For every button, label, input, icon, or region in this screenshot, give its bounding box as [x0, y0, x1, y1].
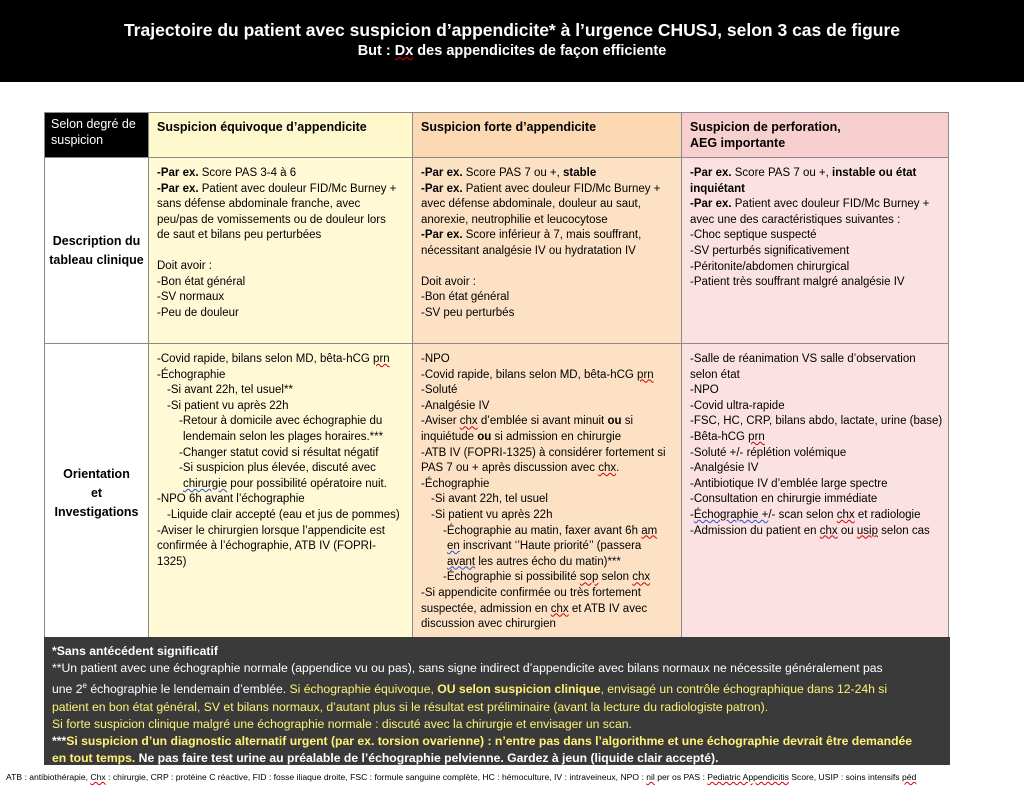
o3-l11c: /- scan selon	[768, 508, 837, 521]
o2-line8	[421, 461, 675, 477]
o1-line1	[157, 352, 406, 368]
abbreviations-footer	[6, 772, 916, 782]
o2-sop: sop	[579, 571, 599, 584]
par-ex-label: -Par ex.	[157, 182, 199, 195]
desc3-l5: -SV perturbés significativement	[690, 244, 850, 257]
o2-chx-2: chx	[598, 462, 617, 475]
desc2-line2	[421, 182, 675, 198]
o3-l8: -Analgésie IV	[690, 462, 759, 475]
desc1-l3: sans défense abdominale franche, avec	[157, 198, 361, 211]
o2-chx-4: chx	[550, 602, 569, 615]
o2-line17	[421, 602, 675, 618]
footer-p4: Score, USIP : soins intensifs	[788, 772, 902, 782]
o2-l1: -NPO	[421, 353, 450, 365]
desc3-l1b: instable ou état	[832, 167, 917, 179]
o1-l5: -Retour à domicile avec échographie du	[179, 415, 383, 428]
o3-line6	[690, 430, 942, 446]
desc1-must: Doit avoir :	[157, 259, 212, 272]
o2-l17b: et ATB IV avec	[568, 602, 648, 615]
o2-l8b: .	[616, 462, 620, 475]
o2-l4: -Analgésie IV	[421, 399, 490, 412]
note-6a: en tout temps.	[52, 751, 136, 766]
page-title: Trajectoire du patient avec suspicion d’appendicite* à l’urgence CHUSJ, selon 3 cas de figure	[123, 20, 901, 40]
o1-l11: -Liquide clair accepté (eau et jus de pommes)	[167, 508, 400, 521]
row-label-orientation	[45, 344, 149, 644]
desc3-line1c	[690, 182, 942, 198]
o3-usip: usip	[856, 524, 878, 537]
cell-orientation-equivocal	[149, 344, 413, 644]
o1-l9a: chirurgie	[183, 477, 228, 490]
header-equivocal	[149, 113, 413, 158]
o3-chx: chx	[836, 508, 855, 521]
header-suspicion-level	[45, 113, 149, 158]
o3-line12	[690, 524, 942, 540]
desc1-line2	[157, 182, 406, 198]
o2-l10: -Si avant 22h, tel usuel	[431, 493, 548, 506]
note-4: Si forte suspicion clinique malgré une échographie normale : discuté avec la chirurgie et envisager un scan.	[52, 716, 632, 731]
o1-line9	[157, 477, 406, 493]
o2-l12a: -Échographie au matin, faxer avant 6h	[443, 524, 642, 537]
o3-l10: -Consultation en chirurgie immédiate	[690, 493, 878, 506]
note-2b-rest: échographie le lendemain d’emblée.	[86, 682, 290, 697]
row2-label-1: Orientation	[63, 467, 130, 481]
footer-pas: Pediatric Appendicitis	[707, 772, 789, 782]
o3-l2: selon état	[690, 368, 740, 381]
o2-prn: prn	[637, 368, 654, 381]
desc3-l6: -Péritonite/abdomen chirurgical	[690, 260, 850, 273]
par-ex-label: -Par ex.	[690, 167, 732, 179]
o2-l7: -ATB IV (FOPRI-1325) à considérer fortement si	[421, 446, 666, 459]
o2-l13b: inscrivant ‘’Haute priorité’’ (passera	[459, 540, 642, 553]
note-2b-sup: e	[82, 681, 87, 691]
o1-l6: lendemain selon les plages horaires.***	[183, 430, 384, 443]
desc2-l1: Score PAS 7 ou +,	[462, 167, 564, 179]
o1-l3: -Si avant 22h, tel usuel**	[167, 384, 293, 397]
o2-line14	[421, 555, 675, 571]
desc1-l4: peu/pas de vomissements ou de douleur lors	[157, 213, 386, 226]
desc3-l1: Score PAS 7 ou +,	[731, 167, 833, 179]
row-label-description-text: Description du tableau clinique	[49, 233, 144, 267]
o2-line15	[421, 570, 675, 586]
o2-l3: -Soluté	[421, 384, 458, 397]
header-suspicion-level-text: Selon degré de suspicion	[51, 117, 136, 147]
desc3-l7: -Patient très souffrant malgré analgésie IV	[690, 276, 905, 289]
o3-l1: -Salle de réanimation VS salle d’observation	[690, 353, 916, 365]
note-2a: **Un patient avec une échographie normale (appendice vu ou pas), sans signe indirect d’appendicite avec bilans normaux ne nécessite généralement pas	[52, 661, 883, 676]
o2-line5	[421, 414, 675, 430]
o3-l4: -Covid ultra-rapide	[690, 399, 785, 412]
o2-l5a: -Aviser	[421, 415, 460, 428]
o2-l6b: si admission en chirurgie	[491, 430, 622, 443]
o2-l5b: d’emblée si avant minuit	[477, 415, 608, 428]
o3-l11a: -	[690, 508, 694, 521]
o2-l18: discussion avec chirurgien	[421, 618, 556, 631]
table-row-orientation	[45, 344, 949, 644]
row2-label-2: et	[90, 486, 103, 500]
o3-chx-2: chx	[819, 524, 838, 537]
row-label-description	[45, 158, 149, 344]
note-5	[52, 733, 942, 750]
o3-l11d: et radiologie	[854, 508, 921, 521]
header-strong	[413, 113, 682, 158]
note-2b	[52, 677, 942, 698]
footer-chx: Chx	[90, 772, 106, 782]
o3-l12a: -Admission du patient en	[690, 524, 820, 537]
row2-label-3: Investigations	[54, 505, 139, 519]
o3-prn: prn	[748, 430, 765, 443]
table-row-description	[45, 158, 949, 344]
o3-l12c: selon cas	[877, 524, 930, 537]
subtitle-prefix: But :	[357, 43, 395, 59]
o2-chx-3: chx	[632, 571, 651, 584]
desc2-l5: Score inférieur à 7, mais souffrant,	[462, 229, 642, 242]
o2-l2a: -Covid rapide, bilans selon MD, bêta-hCG	[421, 368, 638, 381]
par-ex-label: -Par ex.	[421, 167, 463, 179]
o2-line12	[421, 524, 675, 540]
cell-description-strong	[413, 158, 682, 344]
desc2-l6: nécessitant analgésie IV ou hydratation IV	[421, 244, 636, 257]
desc3-line1	[690, 166, 942, 182]
desc1-m3: -Peu de douleur	[157, 306, 239, 319]
note-2b-pre: une 2	[52, 682, 83, 697]
o3-l6a: -Bêta-hCG	[690, 430, 749, 443]
trajectory-table	[44, 112, 949, 644]
o2-l17a: suspectée, admission en	[421, 602, 551, 615]
o2-l6a: inquiétude	[421, 430, 478, 443]
desc3-l2: Patient avec douleur FID/Mc Burney +	[731, 198, 930, 211]
header-perforation	[682, 113, 949, 158]
footer-p3: per os PAS :	[654, 772, 708, 782]
desc2-l2: Patient avec douleur FID/Mc Burney +	[462, 182, 661, 195]
o2-am: am	[641, 524, 658, 537]
desc2-m1: -Bon état général	[421, 291, 510, 304]
desc2-l4: anorexie, neutrophilie et leucocytose	[421, 213, 608, 226]
o3-line11	[690, 508, 942, 524]
desc1-l5: de saut et bilans peu perturbées	[157, 229, 322, 242]
desc2-line5	[421, 228, 675, 244]
o2-line13	[421, 539, 675, 555]
o2-l9: -Échographie	[421, 477, 490, 490]
o1-l7: -Changer statut covid si résultat négatif	[179, 446, 379, 459]
footer-p1: ATB : antibiothérapie,	[6, 772, 91, 782]
header-perforation-line1: Suspicion de perforation,	[690, 120, 841, 134]
desc1-l1: Score PAS 3-4 à 6	[198, 167, 297, 179]
o1-prn: prn	[373, 353, 390, 365]
o2-l15b: selon	[598, 571, 633, 584]
o1-l10: -NPO 6h avant l’échographie	[157, 493, 305, 506]
desc1-line1	[157, 166, 406, 182]
desc3-l1c: inquiétant	[690, 182, 745, 195]
o2-ou-2: ou	[477, 430, 492, 443]
o3-l7: -Soluté +/- réplétion volémique	[690, 446, 847, 459]
o1-l4: -Si patient vu après 22h	[167, 399, 289, 412]
cell-description-equivocal	[149, 158, 413, 344]
note-6b: Ne pas faire test urine au préalable de l’échographie pelvienne. Gardez à jeun (liquide clair accepté).	[135, 751, 719, 766]
desc3-l3: avec une des caractéristiques suivantes :	[690, 213, 901, 226]
note-2b-yelb: OU selon suspicion clinique	[437, 682, 601, 697]
table-header-row	[45, 113, 949, 158]
spacer	[421, 260, 675, 275]
o1-l8: -Si suspicion plus élevée, discuté avec	[179, 462, 376, 475]
o2-l14b: les autres écho du matin)***	[475, 555, 621, 568]
desc2-l3: avec défense abdominale, douleur au saut,	[421, 198, 641, 211]
note-2b-yel1: Si échographie équivoque,	[289, 682, 438, 697]
o2-l16: -Si appendicite confirmée ou très fortement	[421, 586, 641, 599]
o3-l11b: Échographie +	[693, 508, 769, 521]
par-ex-label: -Par ex.	[157, 167, 199, 179]
o2-l15a: -Échographie si possibilité	[443, 571, 580, 584]
cell-orientation-perforation	[682, 344, 949, 644]
note-3: patient en bon état général, SV et bilans normaux, d’autant plus si le résultat est préliminaire (avant la lecture du radiologiste patron).	[52, 699, 769, 714]
footer-p2: : chirurgie, CRP : protéine C réactive, FID : fosse iliaque droite, FSC : formule sanguine complète, HC : hémoculture, IV : intraveineux, NPO :	[105, 772, 647, 782]
cell-description-perforation	[682, 158, 949, 344]
desc2-must: Doit avoir :	[421, 275, 476, 288]
subtitle-dx: Dx	[394, 43, 414, 59]
desc2-line1	[421, 166, 675, 182]
par-ex-label: -Par ex.	[421, 182, 463, 195]
o2-l11: -Si patient vu après 22h	[431, 508, 553, 521]
o2-l14a: avant	[447, 555, 476, 568]
desc1-l2: Patient avec douleur FID/Mc Burney +	[198, 182, 397, 195]
par-ex-label: -Par ex.	[690, 198, 732, 211]
o1-l13: confirmée à l’échographie, ATB IV (FOPRI-	[157, 540, 377, 553]
desc1-m1: -Bon état général	[157, 275, 246, 288]
o2-line6	[421, 430, 675, 446]
o3-l9: -Antibiotique IV d’emblée large spectre	[690, 477, 888, 490]
o1-l2: -Échographie	[157, 368, 226, 381]
footer-nil: nil	[646, 772, 655, 782]
footnotes-box	[44, 637, 950, 765]
note-2b-yel2: , envisagé un contrôle échographique dans 12-24h si	[600, 682, 888, 697]
spacer	[157, 244, 406, 259]
par-ex-label: -Par ex.	[421, 229, 463, 242]
o1-l9b: pour possibilité opératoire nuit.	[227, 477, 387, 490]
o2-l8a: PAS 7 ou + après discussion avec	[421, 462, 599, 475]
o1-l1a: -Covid rapide, bilans selon MD, bêta-hCG	[157, 353, 374, 365]
note-6	[52, 750, 942, 767]
desc1-m2: -SV normaux	[157, 291, 225, 304]
footer-ped: péd	[901, 772, 917, 782]
o2-ou: ou	[607, 415, 622, 428]
o1-l14: 1325)	[157, 555, 187, 568]
page-subtitle	[0, 41, 1024, 61]
note-5b: Si suspicion d’un diagnostic alternatif urgent (par ex. torsion ovarienne) : n’entre pas dans l’algorithme et une échographie devrait être demandée	[66, 734, 913, 749]
desc3-l4: -Choc septique suspecté	[690, 229, 817, 242]
o2-chx: chx	[459, 415, 478, 428]
header-strong-text: Suspicion forte d’appendicite	[421, 120, 597, 134]
header-perforation-line2: AEG importante	[690, 136, 786, 150]
note-5a: ***	[52, 734, 67, 749]
o1-l12: -Aviser le chirurgien lorsque l’appendicite est	[157, 524, 385, 537]
subtitle-rest: des appendicites de façon efficiente	[413, 43, 667, 59]
page-header	[0, 0, 1024, 82]
desc2-m2: -SV peu perturbés	[421, 306, 515, 319]
desc3-line2	[690, 197, 942, 213]
header-equivocal-text: Suspicion équivoque d’appendicite	[157, 120, 367, 134]
o3-l3: -NPO	[690, 384, 719, 397]
o2-l5c: si	[621, 415, 634, 428]
o2-line2	[421, 368, 675, 384]
o3-l12b: ou	[837, 524, 857, 537]
note-1: *Sans antécédent significatif	[52, 644, 218, 658]
desc2-l1b: stable	[563, 167, 597, 179]
cell-orientation-strong	[413, 344, 682, 644]
o3-l5: -FSC, HC, CRP, bilans abdo, lactate, urine (base)	[690, 415, 943, 428]
o2-l13a: en	[447, 540, 460, 553]
